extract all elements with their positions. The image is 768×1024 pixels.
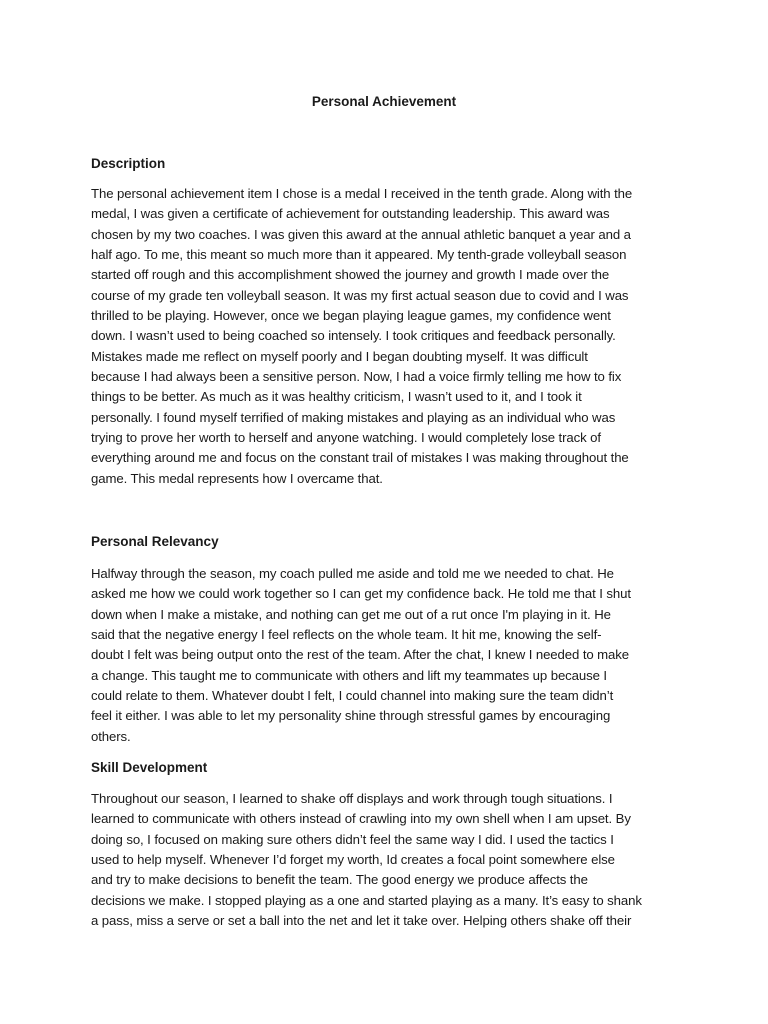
section-body-skill-development bbox=[91, 789, 687, 931]
paragraph-line: thrilled to be playing. However, once we began playing league games, my confidence went bbox=[91, 308, 611, 324]
paragraph-line: a pass, miss a serve or set a ball into the net and let it take over. Helping others shake off their bbox=[91, 913, 632, 929]
paragraph-line: doubt I felt was being output onto the rest of the team. After the chat, I knew I needed to make bbox=[91, 647, 630, 663]
section-body-description bbox=[91, 184, 687, 489]
paragraph-line: half ago. To me, this meant so much more than it appeared. My tenth-grade volleyball season bbox=[91, 247, 627, 263]
paragraph-line: a change. This taught me to communicate with others and lift my teammates up because I bbox=[91, 667, 607, 683]
document-title: Personal Achievement bbox=[311, 94, 457, 109]
paragraph-line: because I had always been a sensitive person. Now, I had a voice firmly telling me how to fix bbox=[91, 369, 622, 385]
section-heading-skill-development: Skill Development bbox=[91, 760, 208, 775]
paragraph-line: Mistakes made me reflect on myself poorly and I began doubting myself. It was difficult bbox=[91, 348, 588, 364]
paragraph-line: learned to communicate with others instead of crawling into my own shell when I am upset. By bbox=[91, 811, 631, 827]
paragraph-line: down when I make a mistake, and nothing can get me out of a rut once I'm playing in it. He bbox=[91, 606, 611, 622]
paragraph-line: things to be better. As much as it was healthy criticism, I wasn’t used to it, and I took it bbox=[91, 389, 582, 405]
paragraph-line: everything around me and focus on the constant trail of mistakes I was making throughout the bbox=[91, 450, 629, 466]
paragraph-line: medal, I was given a certificate of achievement for outstanding leadership. This award was bbox=[91, 206, 610, 222]
section-body-personal-relevancy bbox=[91, 564, 687, 747]
paragraph-line: asked me how we could work together so I can get my confidence back. He told me that I shut bbox=[91, 586, 631, 602]
paragraph-line: chosen by my two coaches. I was given this award at the annual athletic banquet a year and a bbox=[91, 226, 631, 242]
paragraph-line: started off rough and this accomplishment showed the journey and growth I made over the bbox=[91, 267, 610, 283]
paragraph-line: others. bbox=[91, 728, 131, 744]
paragraph-line: down. I wasn’t used to being coached so intensely. I took critiques and feedback personally. bbox=[91, 328, 616, 344]
paragraph-line: Halfway through the season, my coach pulled me aside and told me we needed to chat. He bbox=[91, 566, 614, 581]
paragraph-line: said that the negative energy I feel reflects on the whole team. It hit me, knowing the self- bbox=[91, 627, 602, 643]
paragraph-line: trying to prove her worth to herself and anyone watching. I would completely lose track of bbox=[91, 430, 601, 446]
section-heading-description: Description bbox=[91, 156, 166, 171]
paragraph-line: game. This medal represents how I overcame that. bbox=[91, 470, 383, 486]
paragraph-line: doing so, I focused on making sure others didn’t feel the same way I did. I used the tactics I bbox=[91, 831, 614, 847]
paragraph-line: course of my grade ten volleyball season. It was my first actual season due to covid and I was bbox=[91, 287, 629, 303]
paragraph-line: used to help myself. Whenever I’d forget my worth, Id creates a focal point somewhere else bbox=[91, 852, 615, 868]
section-heading-personal-relevancy: Personal Relevancy bbox=[91, 534, 219, 549]
paragraph-line: decisions we make. I stopped playing as a one and started playing as a many. It’s easy to shank bbox=[91, 892, 642, 908]
paragraph-line: and try to make decisions to benefit the team. The good energy we produce affects the bbox=[91, 872, 588, 888]
paragraph-line: The personal achievement item I chose is a medal I received in the tenth grade. Along with the bbox=[91, 186, 633, 201]
paragraph-line: personally. I found myself terrified of making mistakes and playing as an individual who was bbox=[91, 409, 616, 425]
paragraph-line: feel it either. I was able to let my personality shine through stressful games by encouraging bbox=[91, 708, 611, 724]
paragraph-line: could relate to them. Whatever doubt I felt, I could channel into making sure the team didn’t bbox=[91, 688, 614, 704]
paragraph-line: Throughout our season, I learned to shake off displays and work through tough situations. I bbox=[91, 791, 613, 806]
